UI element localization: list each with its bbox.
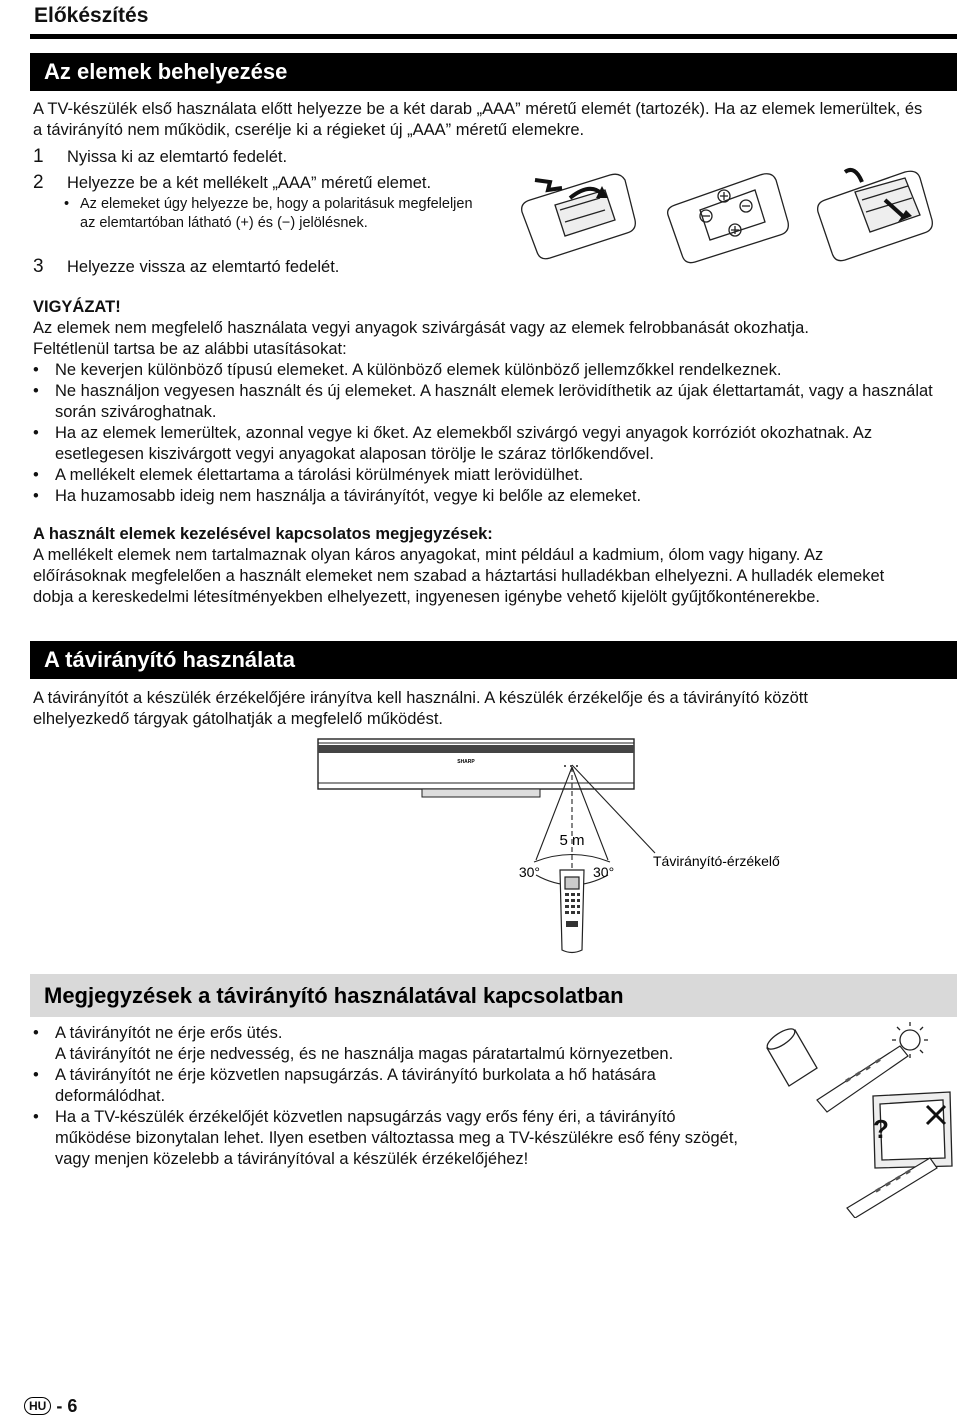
list-item-line: • Ha a TV-készülék érzékelőjét közvetlen napsugárzás vagy erős fény éri, a távirányító működése bizonytalan lehet. Ilyen esetben változtassa meg a TV-készülékre eső fény szögét, vagy menjen közelebb a távirányítóval a készülék érzékelőjéhez! xyxy=(55,1108,739,1168)
caution-line-2: Feltétlenül tartsa be az alábbi utasításokat: xyxy=(33,340,347,358)
step-number: 1 xyxy=(33,146,44,167)
caution-line-1: Az elemek nem megfelelő használata vegyi anyagok szivárgását vagy az elemek felrobbanását okozhatja. xyxy=(33,319,809,337)
step-text: Helyezze vissza az elemtartó fedelét. xyxy=(67,258,340,276)
step-2-note-text: Az elemeket úgy helyezze be, hogy a polaritásuk megfeleljen az elemtartóban látható (+) és (−) jelölésnek. xyxy=(80,196,473,231)
footer-separator: - xyxy=(56,1396,63,1416)
distance-label: 5 m xyxy=(559,832,585,849)
bullet-dot: • xyxy=(64,196,70,212)
tv-brand-label: SHARP xyxy=(457,759,475,765)
list-item-line: • A távirányítót ne érje erős ütés. xyxy=(55,1024,283,1042)
remote-use-text: A távirányítót a készülék érzékelőjére irányítva kell használni. A készülék érzékelője és a távirányító között elhelyezkedő tárgyak gátolhatják a megfelelő működést. xyxy=(33,689,808,728)
caution-bullet-list xyxy=(33,360,948,507)
step-2-note xyxy=(64,195,488,233)
page-title: Előkészítés xyxy=(34,4,149,27)
cup-icon xyxy=(764,1025,817,1086)
battery-illustrations xyxy=(510,160,950,270)
section-heading-batteries: Az elemek behelyezése xyxy=(30,53,957,91)
remote-notes-list xyxy=(33,1023,743,1170)
angle-right-label: 30° xyxy=(593,864,615,880)
list-item-line: • A távirányítót ne érje közvetlen napsugárzás. A távirányító burkolata a hő hatására deformálódhat. xyxy=(55,1066,656,1105)
batteries-intro: A TV-készülék első használata előtt helyezze be a két darab „AAA” méretű elemét (tartozék). Ha az elemek lemerültek, és a távirányító nem működik, cserélje ki a régieket új „AAA” méretű elemekre. xyxy=(33,100,923,139)
list-item xyxy=(33,1107,743,1170)
step-number: 2 xyxy=(33,172,44,193)
tv-sensor-diagram xyxy=(310,735,810,960)
remote-notes-illustrations xyxy=(755,1018,955,1218)
disposal-title: A használt elemek kezelésével kapcsolatos megjegyzések: xyxy=(33,525,493,543)
disposal-text: A mellékelt elemek nem tartalmaznak olyan káros anyagokat, mint például a kadmium, ólom vagy higany. Az előírásoknak megfelelően a használt elemeket nem szabad a háztartási hulladékban elhelyezni. A hulladék elemeket dobja a kereskedelmi létesítményekben elhelyezett, ingyenesen igénybe vehető kijelölt gyűjtőkonténerekbe. xyxy=(33,546,885,606)
remote-battery-cover-open-icon xyxy=(522,174,636,259)
title-rule xyxy=(30,34,957,39)
section-heading-remote-notes: Megjegyzések a távirányító használatával kapcsolatban xyxy=(30,974,957,1017)
list-item: • Ha huzamosabb ideig nem használja a távirányítót, vegye ki belőle az elemeket. xyxy=(33,486,948,507)
step-2 xyxy=(33,172,431,194)
section-heading-remote-use: A távirányító használata xyxy=(30,641,957,679)
step-3 xyxy=(33,256,339,278)
list-item: • Ne keverjen különböző típusú elemeket. A különböző elemek különböző jellemzőkkel rendelkeznek. xyxy=(33,360,948,381)
sensor-label: Távirányító-érzékelő xyxy=(653,853,780,869)
list-item: • Ha az elemek lemerültek, azonnal vegye ki őket. Az elemekből szivárgó vegyi anyagok korróziót okozhatnak. Az esetlegesen kiszivárgott vegyi anyagokat alaposan törölje le száraz törlőkendővel. xyxy=(33,423,948,465)
step-1 xyxy=(33,146,287,168)
step-text: Helyezze be a két mellékelt „AAA” méretű elemet. xyxy=(67,174,432,192)
list-item: • Ne használjon vegyesen használt és új elemeket. A használt elemek lerövidíthetik az újak élettartamát, vagy a használat során szivároghatnak. xyxy=(33,381,948,423)
step-number: 3 xyxy=(33,256,44,277)
page-number: 6 xyxy=(67,1396,78,1416)
list-item-line: A távirányítót ne érje nedvesség, és ne használja magas páratartalmú környezetben. xyxy=(55,1045,674,1063)
list-item xyxy=(33,1023,743,1065)
angle-left-label: 30° xyxy=(518,864,540,880)
list-item xyxy=(33,1065,743,1107)
tv-icon xyxy=(318,739,634,797)
caution-title: VIGYÁZAT! xyxy=(33,298,121,316)
remote-icon xyxy=(560,870,584,953)
list-item: • A mellékelt elemek élettartama a tárolási körülmények miatt lerövidülhet. xyxy=(33,465,948,486)
battery-insert-icon xyxy=(668,174,789,263)
language-badge: HU xyxy=(24,1397,51,1415)
question-mark: ? xyxy=(873,1114,889,1144)
page-footer xyxy=(24,1395,77,1417)
battery-cover-close-icon xyxy=(818,170,933,261)
step-text: Nyissa ki az elemtartó fedelét. xyxy=(67,148,288,166)
